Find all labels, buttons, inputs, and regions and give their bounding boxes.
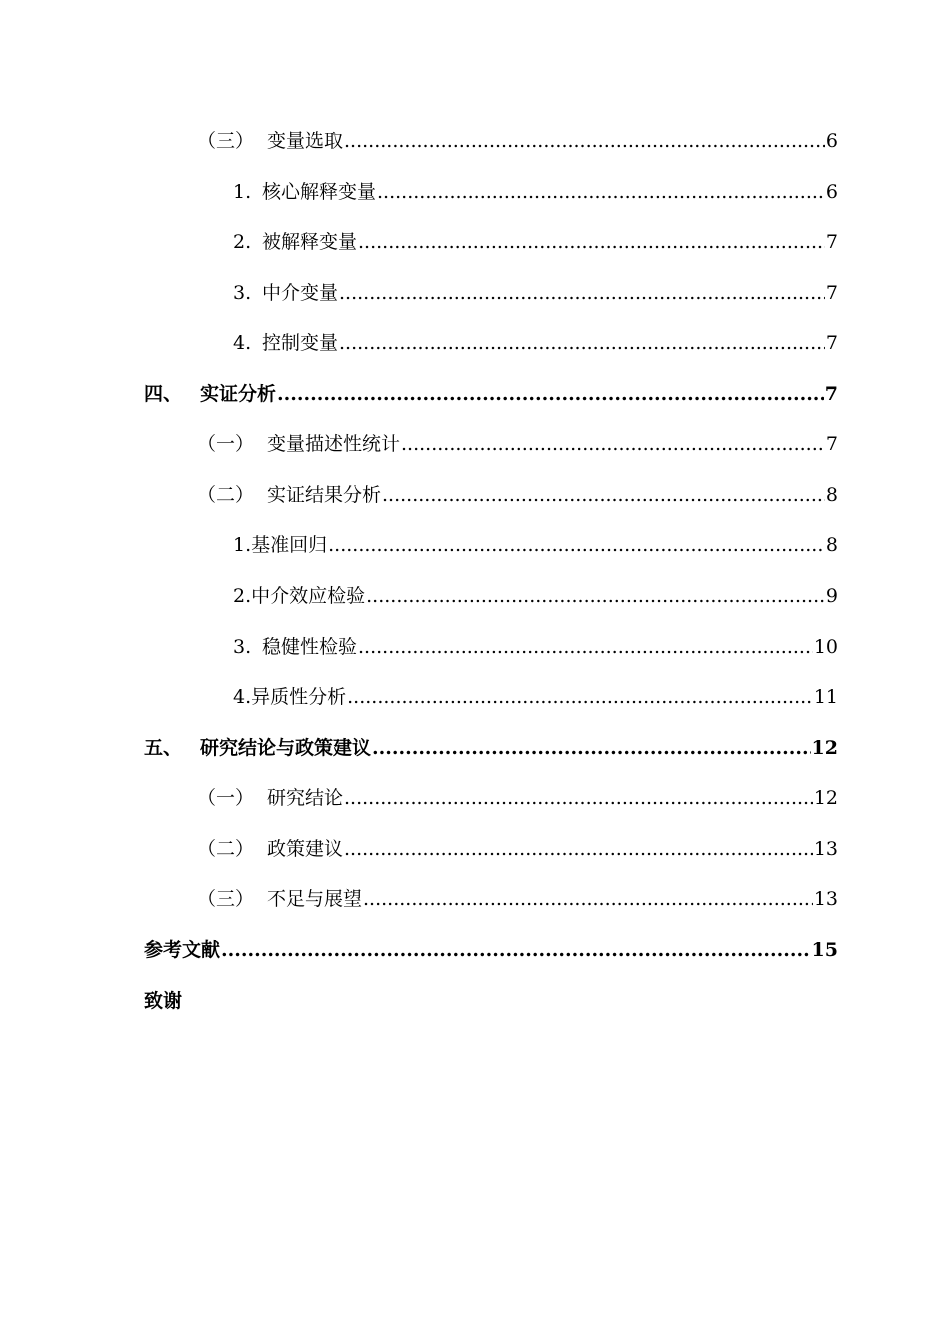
toc-entry-page-number: 11 [813,686,838,708]
toc-entry-title: 核心解释变量 [262,181,377,203]
toc-entry-mediation-test[interactable] [233,571,838,621]
toc-entry-conclusions-and-policy[interactable] [144,723,838,773]
toc-entry-control-variable[interactable] [233,318,838,368]
dot-leader [221,925,811,975]
toc-entry-policy-recommendations[interactable] [197,824,838,874]
toc-entry-marker: 四、 [144,383,183,405]
dot-leader [401,419,825,469]
toc-entry-title: 中介变量 [262,282,339,304]
dot-leader [344,773,813,823]
toc-entry-title: 实证分析 [200,383,277,405]
toc-entry-title: 2.中介效应检验 [233,585,366,607]
toc-entry-page-number: 9 [825,585,838,607]
toc-entry-limitations-and-outlook[interactable] [197,874,838,924]
toc-entry-page-number: 7 [825,231,838,253]
toc-entry-marker: （三） [197,888,255,910]
toc-entry-references[interactable] [144,925,838,975]
toc-entry-empirical-analysis[interactable] [144,369,838,419]
toc-entry-marker: 2. [233,231,252,253]
toc-entry-title: 研究结论与政策建议 [200,737,372,759]
toc-entry-page-number: 15 [811,939,838,961]
toc-entry-descriptive-statistics[interactable] [197,419,838,469]
toc-entry-title: 4.异质性分析 [233,686,347,708]
toc-entry-title: 1.基准回归 [233,534,328,556]
toc-entry-explained-variable[interactable] [233,217,838,267]
toc-entry-baseline-regression[interactable] [233,520,838,570]
dot-leader [377,167,825,217]
dot-leader [277,369,824,419]
dot-leader [347,672,813,722]
toc-entry-marker: （一） [197,433,255,455]
dot-leader [372,723,811,773]
toc-entry-marker: （一） [197,787,255,809]
dot-leader [344,116,825,166]
toc-entry-page-number: 10 [813,636,838,658]
toc-entry-title: 稳健性检验 [262,636,358,658]
toc-entry-marker: 1. [233,181,252,203]
toc-entry-empirical-results[interactable] [197,470,838,520]
toc-entry-heterogeneity-analysis[interactable] [233,672,838,722]
toc-entry-robustness-test[interactable] [233,622,838,672]
toc-entry-page-number: 7 [825,433,838,455]
toc-entry-variable-selection[interactable] [197,116,838,166]
toc-entry-marker: 4. [233,332,252,354]
toc-entry-marker: 五、 [144,737,183,759]
toc-entry-page-number: 13 [813,838,838,860]
toc-entry-page-number: 6 [825,181,838,203]
dot-leader [358,622,813,672]
toc-entry-page-number: 7 [825,282,838,304]
dot-leader [328,520,825,570]
toc-entry-page-number: 8 [825,484,838,506]
toc-entry-marker: 3. [233,636,252,658]
toc-entry-page-number: 8 [825,534,838,556]
dot-leader [339,268,825,318]
dot-leader [339,318,825,368]
toc-entry-page-number: 12 [813,787,838,809]
toc-entry-title: 变量描述性统计 [267,433,401,455]
dot-leader [366,571,825,621]
toc-entry-title: 政策建议 [267,838,344,860]
toc-entry-title: 变量选取 [267,130,344,152]
dot-leader [382,470,825,520]
toc-entry-marker: （二） [197,838,255,860]
toc-entry-title: 研究结论 [267,787,344,809]
toc-entry-mediating-variable[interactable] [233,268,838,318]
toc-entry-page-number: 7 [825,332,838,354]
toc-entry-page-number: 12 [811,737,838,759]
toc-entry-title: 被解释变量 [262,231,358,253]
dot-leader [358,217,825,267]
toc-entry-page-number: 7 [824,383,838,405]
toc-entry-title: 控制变量 [262,332,339,354]
toc-entry-page-number: 13 [813,888,838,910]
toc-entry-marker: （二） [197,484,255,506]
toc-entry-research-conclusions[interactable] [197,773,838,823]
toc-entry-title: 不足与展望 [267,888,363,910]
toc-entry-title: 参考文献 [144,939,221,961]
toc-entry-acknowledgements[interactable] [144,976,838,1026]
toc-entry-page-number: 6 [825,130,838,152]
toc-entry-core-explanatory-variable[interactable] [233,167,838,217]
toc-entry-title: 致谢 [144,990,183,1012]
dot-leader [344,824,813,874]
toc-entry-marker: 3. [233,282,252,304]
dot-leader [363,874,813,924]
toc-entry-title: 实证结果分析 [267,484,382,506]
toc-entry-marker: （三） [197,130,255,152]
